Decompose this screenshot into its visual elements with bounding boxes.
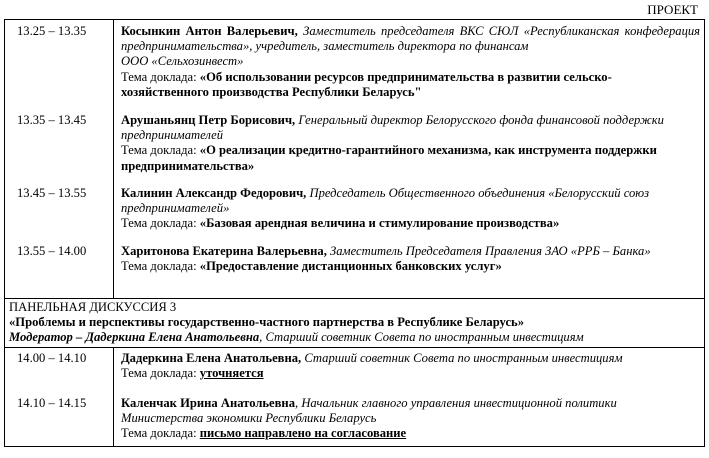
draft-stamp: ПРОЕКТ: [647, 2, 698, 17]
topic-line: [121, 366, 700, 381]
speaker-position-cont: ООО «Сельхозинвест»: [121, 54, 244, 69]
topic-title: «О реализации кредитно-гарантийного механизма, как инструмента поддержки: [199, 143, 657, 158]
speaker-line: [121, 244, 700, 259]
agenda-entry: [121, 113, 700, 186]
topic-label: Тема доклада:: [121, 216, 197, 231]
panel-moderator: [9, 330, 704, 345]
agenda-entry: [121, 351, 700, 396]
topic-label: Тема доклада:: [121, 143, 197, 158]
speaker-line: [121, 24, 700, 54]
agenda-table: [4, 19, 705, 447]
topic-label: Тема доклада:: [121, 426, 197, 441]
agenda-entry: [121, 186, 700, 244]
panel-title: «Проблемы и перспективы государственно-частного партнерства в Республике Беларусь»: [9, 315, 525, 330]
speaker-line: [121, 186, 700, 201]
time-slot: 14.10 – 14.15: [17, 395, 87, 410]
speaker-position: Генеральный директор Белорусского фонда финансовой поддержки: [298, 113, 664, 127]
topic-title-cont: хозяйственного производства Республики Беларусь": [121, 84, 422, 99]
content-column: [114, 347, 705, 446]
time-slot: 13.45 – 13.55: [17, 186, 87, 200]
time-slot: 14.00 – 14.10: [17, 350, 87, 365]
topic-label: Тема доклада:: [121, 365, 197, 380]
speaker-name: Дадеркина Елена Анатольевна,: [121, 350, 302, 365]
speaker-name: Калинин Александр Федорович,: [121, 186, 307, 200]
speaker-position: Заместитель председателя ВКС СЮЛ «Республиканская конфедерация предпринимательства», учредитель, заместитель директора по финансам: [121, 24, 701, 54]
topic-title-cont: предпринимательства»: [121, 158, 255, 173]
agenda-entry: [121, 396, 700, 446]
speaker-position: Старший советник Совета по иностранным инвестициям: [304, 350, 623, 365]
topic-title: «Об использовании ресурсов предпринимательства в развитии сельско-: [199, 69, 612, 84]
speaker-line: [121, 351, 700, 366]
time-slot: 13.55 – 14.00: [17, 244, 87, 258]
content-column: [114, 20, 705, 299]
speaker-name: Косынкин Антон Валерьевич,: [121, 24, 298, 38]
topic-status: уточняется: [199, 365, 264, 380]
time-column: [5, 347, 114, 446]
topic-line: [121, 143, 700, 158]
speaker-position-cont: Министерства экономики Республики Беларусь: [121, 410, 377, 425]
speaker-name: Каленчак Ирина Анатольевна: [121, 395, 295, 410]
topic-title: «Предоставление дистанционных банковских услуг»: [199, 259, 502, 274]
speaker-position: Заместитель Председателя Правления ЗАО «РРБ – Банка»: [330, 244, 651, 258]
speaker-position: Председатель Общественного объединения «Белорусский союз: [309, 186, 650, 200]
agenda-row-block2: [5, 347, 705, 446]
speaker-name: Арушаньянц Петр Борисович,: [121, 113, 296, 127]
speaker-name: Харитонова Екатерина Валерьевна,: [121, 244, 327, 258]
time-slot: 13.25 – 13.35: [17, 24, 87, 38]
topic-line: [121, 426, 700, 441]
topic-label: Тема доклада:: [121, 69, 197, 84]
topic-line: [121, 216, 700, 231]
panel-heading: ПАНЕЛЬНАЯ ДИСКУССИЯ 3: [9, 300, 177, 314]
topic-line: [121, 259, 700, 274]
speaker-line: [121, 113, 700, 128]
moderator-position: , Старший советник Совета по иностранным инвестициям: [259, 330, 584, 345]
agenda-row-block1: [5, 20, 705, 299]
speaker-position-cont: предпринимателей»: [121, 201, 230, 216]
panel-discussion: [5, 299, 705, 348]
moderator-label: Модератор – Дадеркина Елена Анатольевна: [9, 330, 260, 345]
agenda-entry: [121, 24, 700, 113]
speaker-position: Начальник главного управления инвестиционной политики: [301, 395, 617, 410]
topic-label: Тема доклада:: [121, 259, 197, 274]
speaker-line: Каленчак Ирина Анатольевна, Начальник главного управления инвестиционной политики: [121, 395, 617, 410]
topic-title: «Базовая арендная величина и стимулирование производства»: [199, 216, 560, 231]
time-column: [5, 20, 114, 299]
speaker-position-cont: предпринимателей: [121, 128, 224, 143]
panel-row: [5, 299, 705, 348]
agenda-entry: [121, 244, 700, 298]
topic-status: письмо направлено на согласование: [199, 426, 407, 441]
topic-line: [121, 70, 700, 85]
time-slot: 13.35 – 13.45: [17, 113, 87, 127]
